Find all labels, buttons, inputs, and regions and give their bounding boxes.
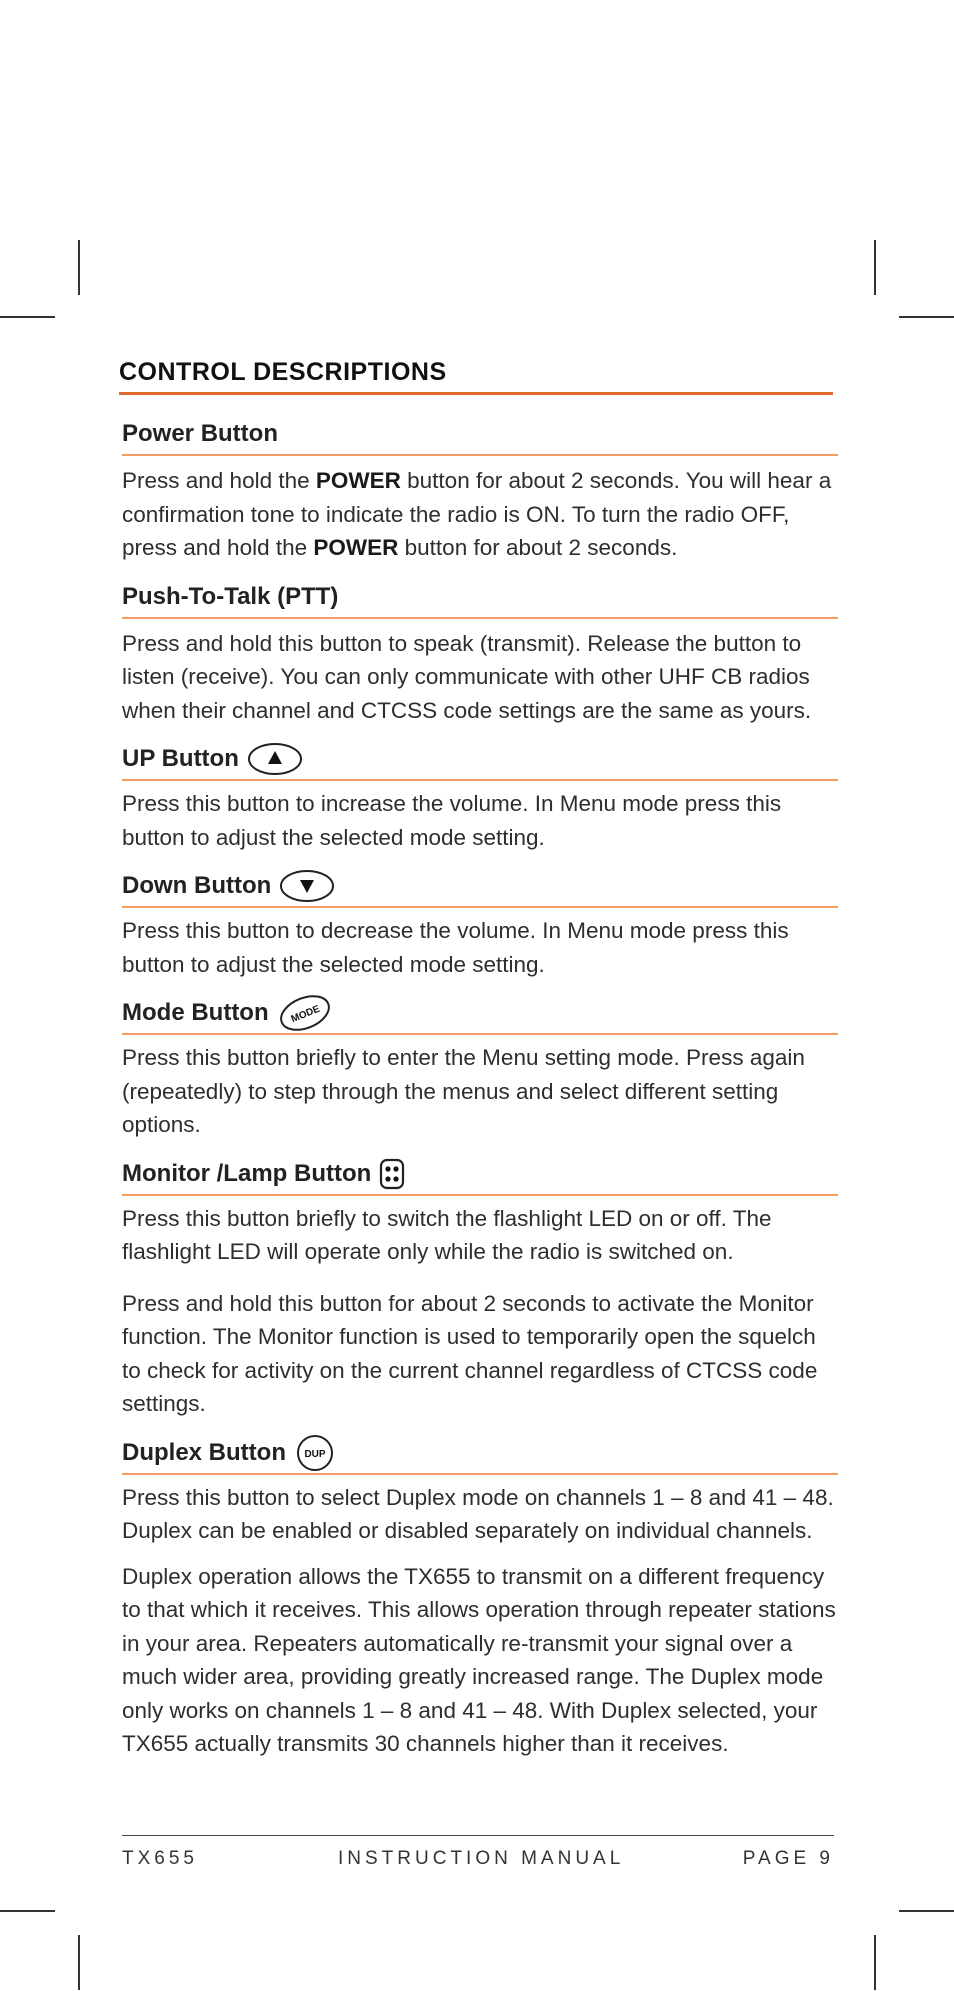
- page-footer: [122, 1848, 834, 1876]
- monitor-lamp-description-1: Press this button briefly to switch the flashlight LED on or off. The flashlight LED will operate only while the radio is switched on.: [122, 1205, 772, 1264]
- down-button-heading: Down Button: [122, 866, 838, 908]
- crop-mark-top-right: [874, 240, 876, 295]
- svg-text:MODE: MODE: [289, 1003, 322, 1026]
- down-arrow-button-icon: [279, 869, 335, 903]
- footer-rule: [122, 1835, 834, 1836]
- section-title-rule: [119, 392, 833, 395]
- crop-mark-bottom-left-h: [0, 1910, 55, 1912]
- power-button-description: Press and hold the POWER button for about 2 seconds. You will hear a confirmation tone to indicate the radio is ON. To turn the radio OFF, press and hold the POWER button for about 2 seconds.: [122, 468, 832, 560]
- crop-mark-top-left: [78, 240, 80, 295]
- svg-text:DUP: DUP: [304, 1448, 326, 1460]
- crop-mark-top-left-h: [0, 316, 55, 318]
- mode-button-description: Press this button briefly to enter the Menu setting mode. Press again (repeatedly) to step through the menus and select different setting options.: [122, 1045, 805, 1137]
- footer-page-number: PAGE 9: [742, 1848, 834, 1869]
- up-arrow-button-icon: [247, 742, 303, 776]
- footer-document-title: INSTRUCTION MANUAL: [338, 1848, 625, 1869]
- monitor-lamp-button-icon: [379, 1158, 405, 1190]
- crop-mark-top-right-h: [899, 316, 954, 318]
- footer-model: TX655: [122, 1848, 198, 1869]
- down-button-description: Press this button to decrease the volume. In Menu mode press this button to adjust the selected mode setting.: [122, 918, 789, 977]
- duplex-button-icon: [294, 1434, 336, 1472]
- duplex-description-1: Press this button to select Duplex mode on channels 1 – 8 and 41 – 48. Duplex can be enabled or disabled separately on individual channels.: [122, 1484, 834, 1543]
- up-button-heading: UP Button: [122, 739, 838, 781]
- crop-mark-bottom-right: [874, 1935, 876, 1990]
- duplex-description-2: Duplex operation allows the TX655 to transmit on a different frequency to that which it receives. This allows operation through repeater stations in your area. Repeaters automatically re-transmit your signal over a much wider area, providing greatly increased range. The Duplex mode only works on channels 1 – 8 and 41 – 48. With Duplex selected, your TX655 actually transmits 30 channels higher than it receives.: [122, 1563, 836, 1756]
- mode-button-heading: Mode Button MODE: [122, 993, 838, 1035]
- section-title: CONTROL DESCRIPTIONS: [119, 358, 447, 386]
- crop-mark-bottom-left: [78, 1935, 80, 1990]
- power-button-heading: Power Button: [122, 414, 838, 456]
- control-descriptions: [122, 408, 838, 1773]
- duplex-button-heading: Duplex Button DUP: [122, 1433, 838, 1475]
- crop-mark-bottom-right-h: [899, 1910, 954, 1912]
- mode-button-icon: [277, 994, 333, 1032]
- up-button-description: Press this button to increase the volume. In Menu mode press this button to adjust the selected mode setting.: [122, 791, 782, 850]
- monitor-lamp-button-heading: Monitor /Lamp Button: [122, 1154, 838, 1196]
- monitor-lamp-description-2: Press and hold this button for about 2 seconds to activate the Monitor function. The Monitor function is used to temporarily open the squelch to check for activity on the current channel regardless of CTCSS code settings.: [122, 1290, 818, 1416]
- ptt-description: Press and hold this button to speak (transmit). Release the button to listen (receive). You can only communicate with other UHF CB radios when their channel and CTCSS code settings are the same as yours.: [122, 630, 812, 723]
- ptt-heading: Push-To-Talk (PTT): [122, 577, 838, 619]
